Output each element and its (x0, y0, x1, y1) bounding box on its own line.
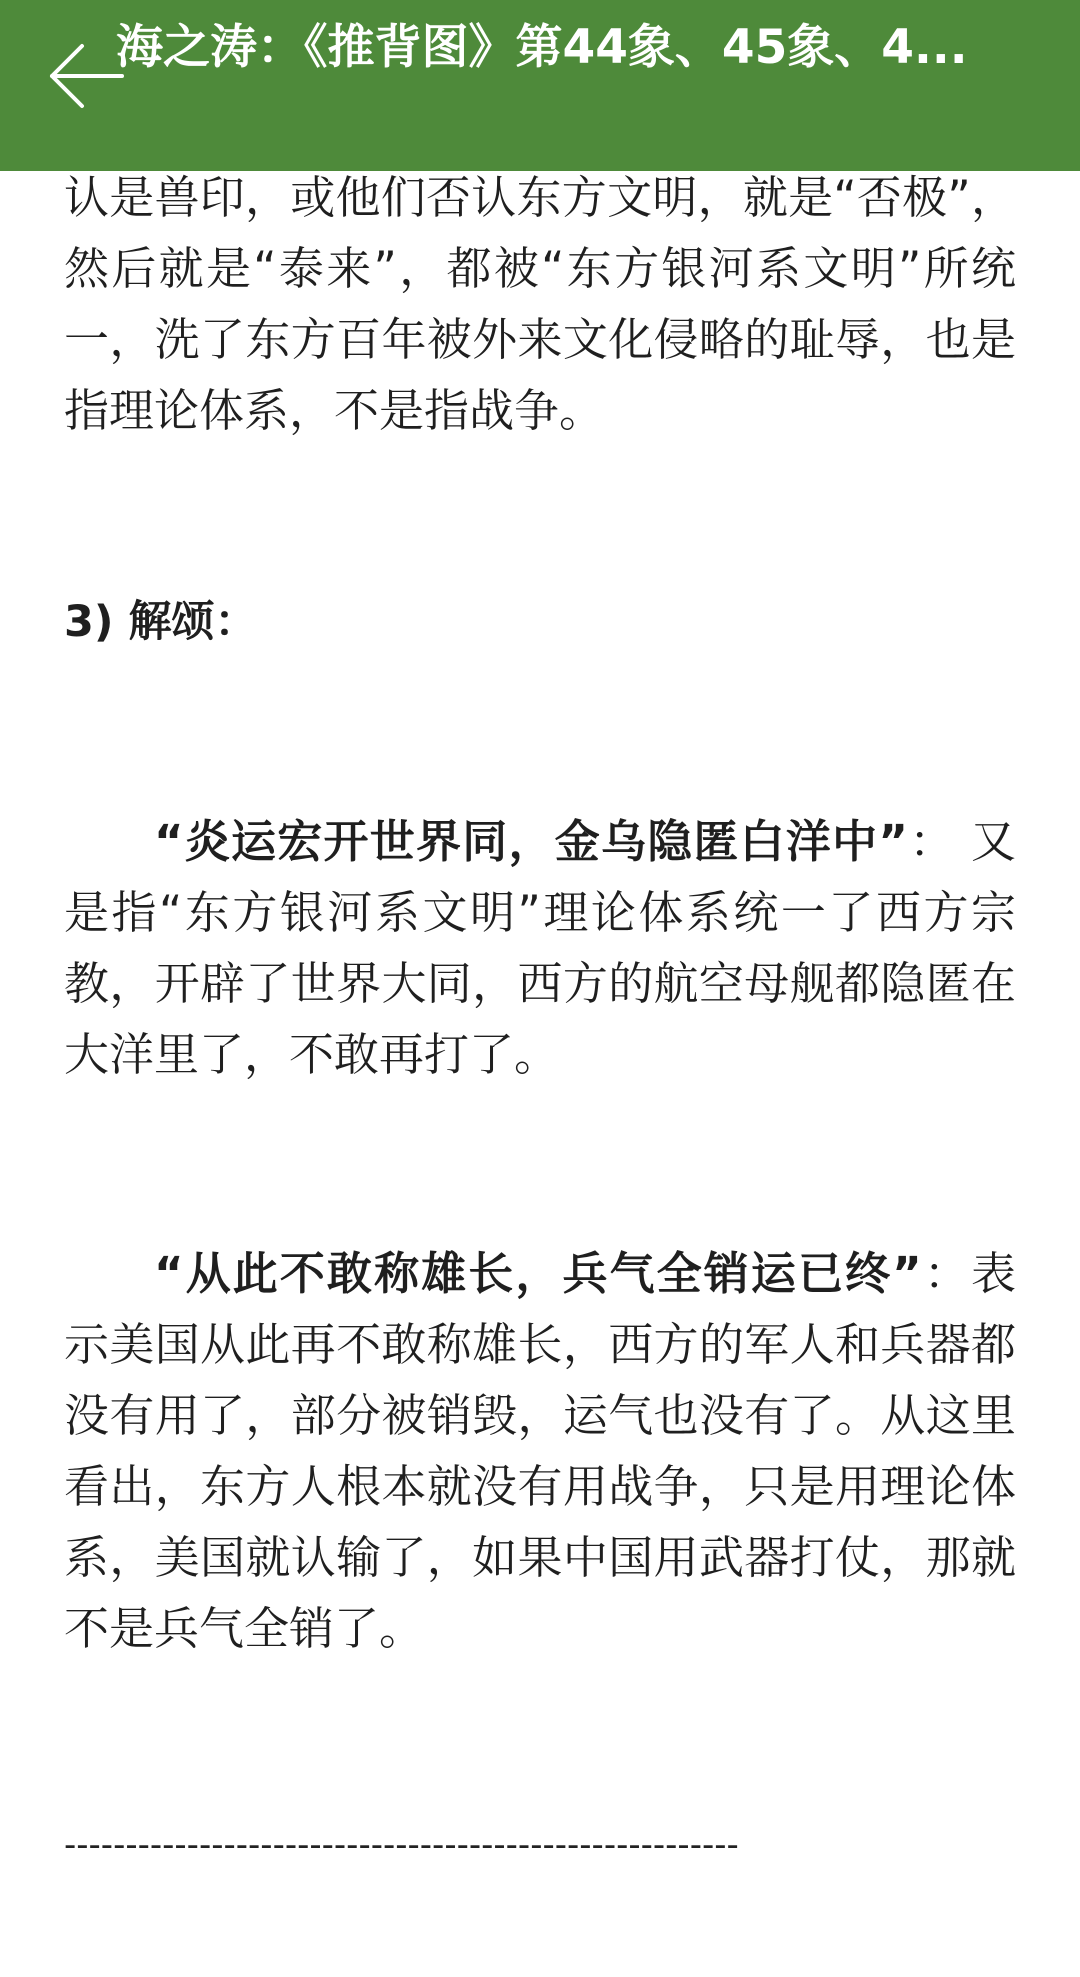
app-header (0, 0, 1080, 171)
section-heading: 3) 解颂： (64, 597, 258, 647)
spacer (64, 1090, 1016, 1238)
article-body (64, 171, 1016, 1870)
spacer (64, 1664, 1016, 1820)
article-content[interactable] (0, 171, 1080, 1977)
quote-separator: ： (921, 1247, 971, 1300)
quote-text: “炎运宏开世界同，金乌隐匿白洋中” (154, 815, 908, 868)
paragraph-quote-2 (64, 1238, 1016, 1664)
spacer (64, 446, 1016, 587)
quote-explanation: 又是指“东方银河系文明”理论体系统一了西方宗教，开辟了世界大同，西方的航空母舰都隐匿在大洋里了，不敢再打了。 (64, 815, 1017, 1081)
quote-text: “从此不敢称雄长，兵气全销运已终” (154, 1247, 922, 1300)
spacer (64, 658, 1016, 806)
divider-line: ------------------------------------------------------- (64, 1825, 739, 1865)
page-title: 海之涛：《推背图》第44象、45象、4... (116, 20, 968, 75)
paragraph-quote-1 (64, 806, 1016, 1090)
paragraph-intro: 认是兽印，或他们否认东方文明，就是“否极”，然后就是“泰来”，都被“东方银河系文明”所统一，洗了东方百年被外来文化侵略的耻辱，也是指理论体系，不是指战争。 (64, 171, 1016, 437)
quote-explanation: 表示美国从此再不敢称雄长，西方的军人和兵器都没有用了，部分被销毁，运气也没有了。从这里看出，东方人根本就没有用战争，只是用理论体系，美国就认输了，如果中国用武器打仗，那就不是兵气全销了。 (64, 1247, 1016, 1655)
quote-separator: ： (907, 815, 971, 868)
